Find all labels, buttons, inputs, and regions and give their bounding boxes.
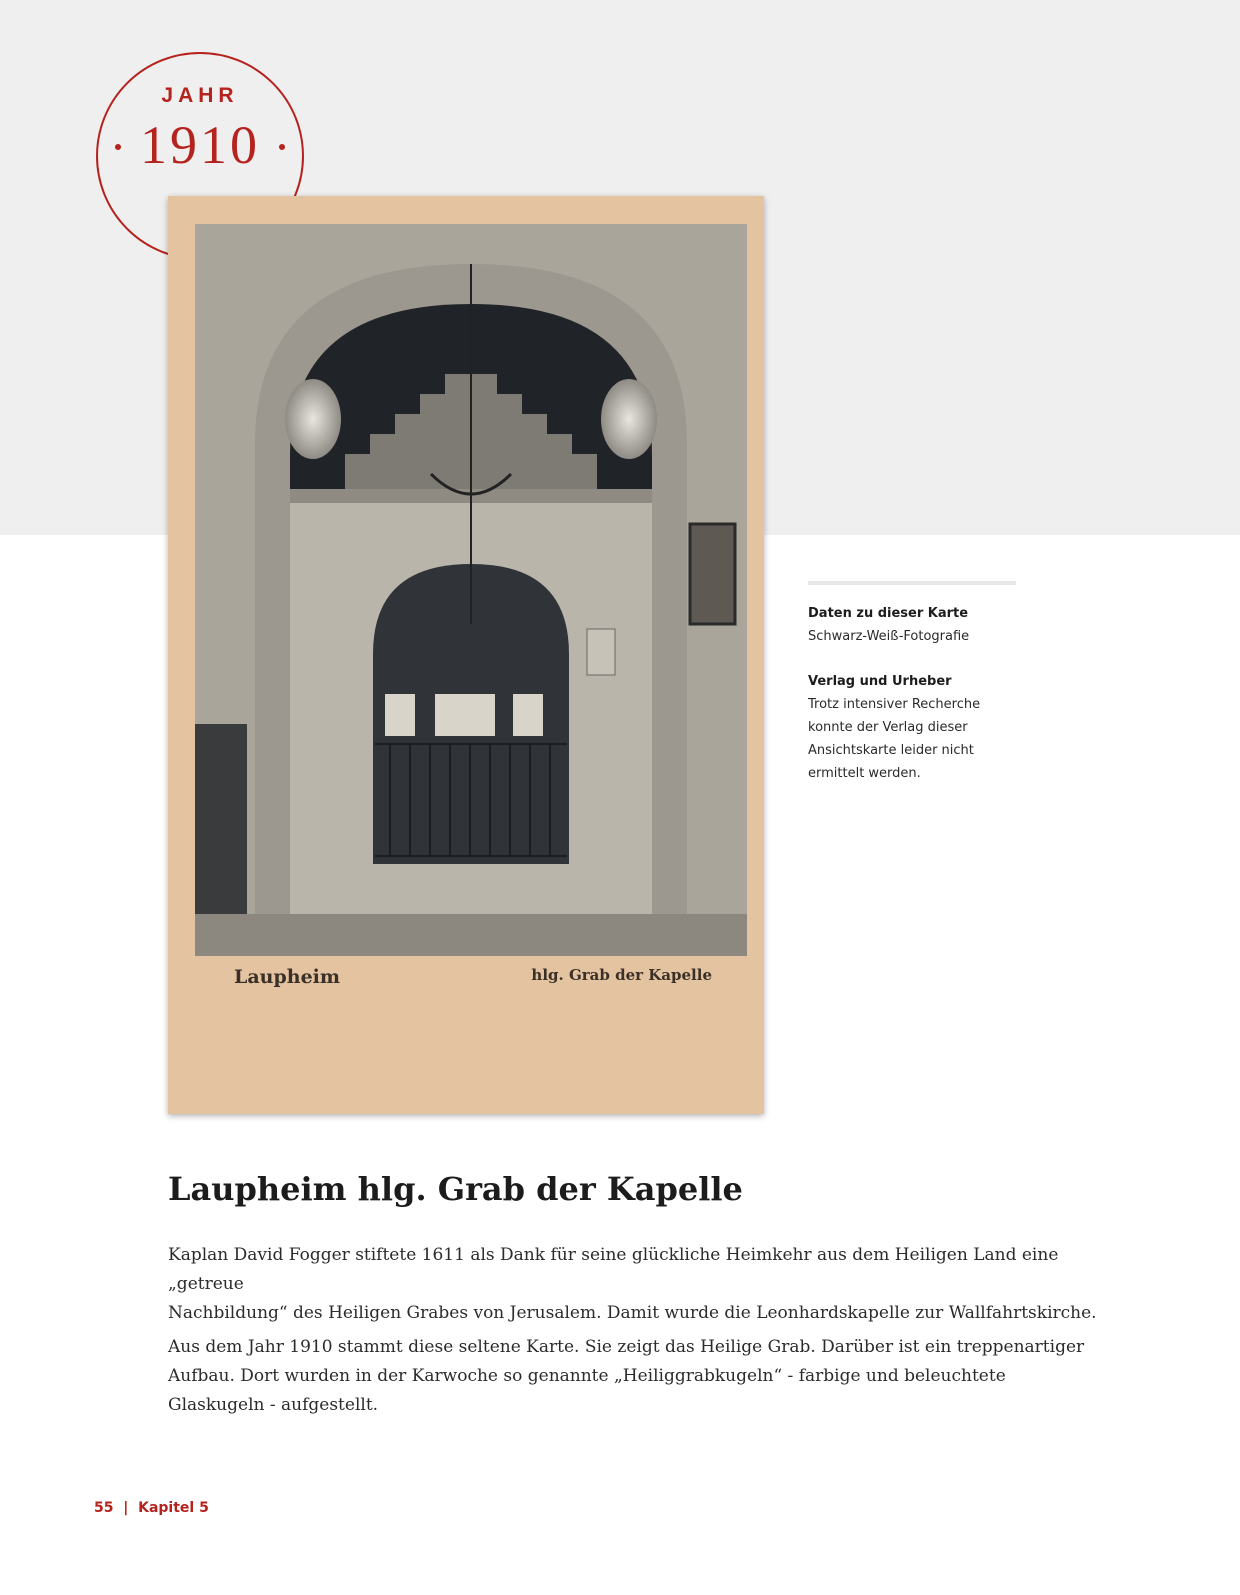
sidebar-text-line: Trotz intensiver Recherche (808, 697, 981, 712)
card-info-sidebar (808, 581, 1016, 785)
sidebar-text-line: Ansichtskarte leider nicht (808, 743, 974, 758)
sidebar-heading-data: Daten zu dieser Karte (808, 606, 969, 621)
stamp-year: 1910 (140, 115, 260, 175)
sidebar-text-line: konnte der Verlag dieser (808, 720, 968, 735)
article-paragraph-2 (168, 1333, 1098, 1420)
article-title: Laupheim hlg. Grab der Kapelle (168, 1170, 743, 1208)
postcard-caption-title: hlg. Grab der Kapelle (531, 966, 712, 984)
sidebar-text-data: Schwarz-Weiß-Fotografie (808, 629, 970, 644)
paragraph-line: Aufbau. Dort wurden in der Karwoche so genannte „Heiliggrabkugeln“ - farbige und beleuchtete (168, 1366, 1006, 1386)
chapel-interior-illustration (195, 224, 747, 956)
sidebar-text-line: ermittelt werden. (808, 766, 921, 781)
sidebar-heading-publisher: Verlag und Urheber (808, 674, 952, 689)
postcard (168, 196, 764, 1114)
article-paragraph-1 (168, 1241, 1098, 1328)
paragraph-line: Kaplan David Fogger stiftete 1611 als Dank für seine glückliche Heimkehr aus dem Heiligen Land eine „getreue (168, 1245, 1059, 1294)
paragraph-line: Glaskugeln - aufgestellt. (168, 1395, 379, 1415)
chapter-label: Kapitel 5 (138, 1500, 209, 1516)
stamp-label: JAHR (161, 84, 239, 107)
paragraph-line: Aus dem Jahr 1910 stammt diese seltene Karte. Sie zeigt das Heilige Grab. Darüber ist ein treppenartiger (168, 1337, 1085, 1357)
footer-separator: | (123, 1500, 129, 1516)
sidebar-rule (808, 581, 1016, 585)
stamp-dot-right (279, 144, 285, 150)
paragraph-line: Nachbildung“ des Heiligen Grabes von Jerusalem. Damit wurde die Leonhardskapelle zur Wallfahrtskirche. (168, 1303, 1097, 1323)
page-footer (94, 1500, 209, 1516)
postcard-caption-place: Laupheim (234, 966, 340, 988)
page-number: 55 (94, 1500, 114, 1516)
postcard-photo (195, 224, 747, 956)
